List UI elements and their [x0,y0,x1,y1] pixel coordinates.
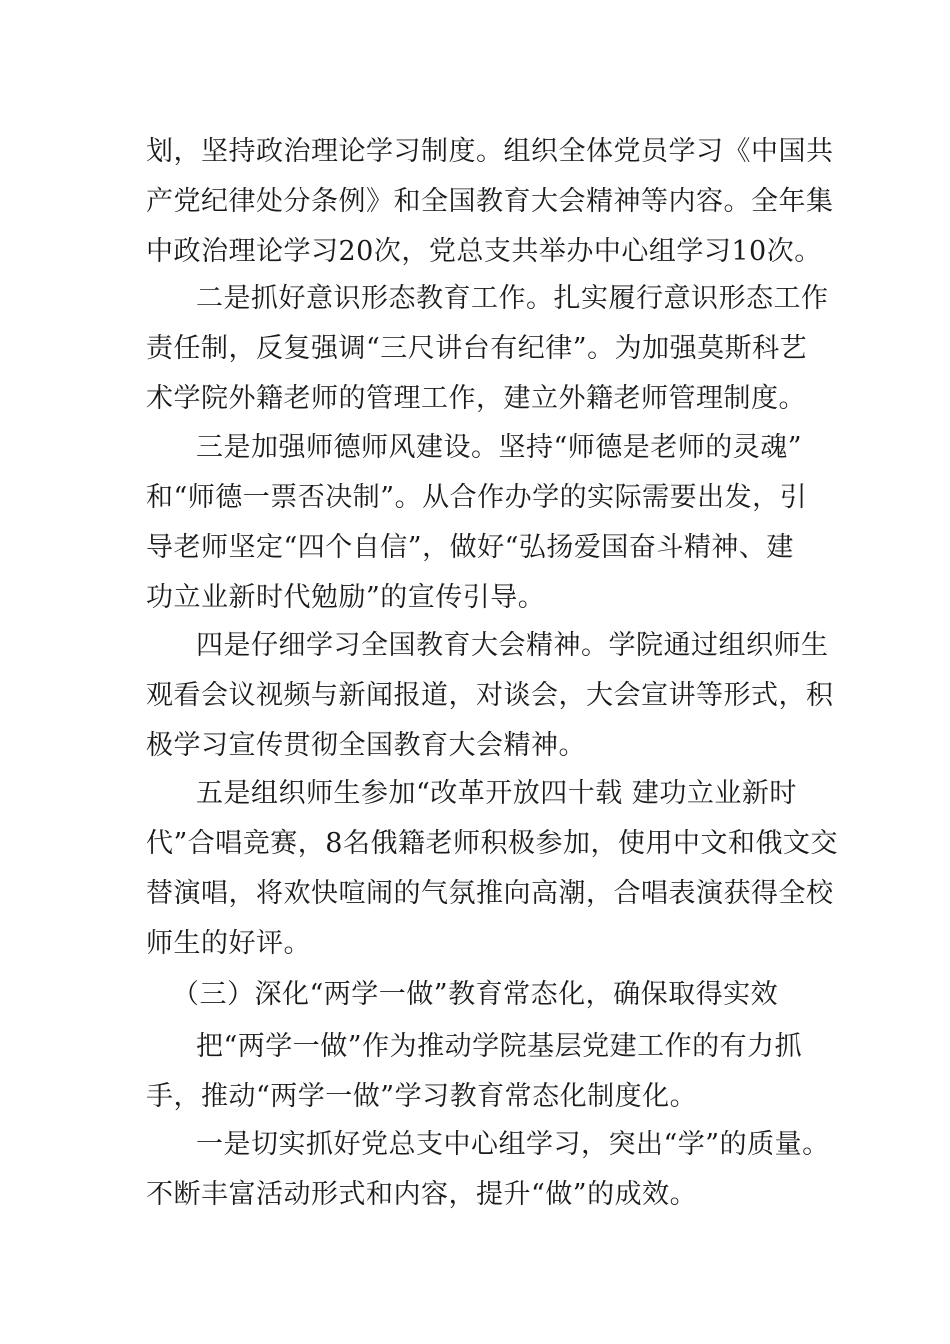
text-line: 不断丰富活动形式和内容，提升“做”的成效。 [146,1179,698,1210]
text-line: 产党纪律处分条例》和全国教育大会精神等内容。全年集 [146,186,834,217]
text-line: 导老师坚定“四个自信”，做好“弘扬爱国奋斗精神、建 [146,532,794,563]
paragraph-continued [146,127,834,277]
text-line: 划，坚持政治理论学习制度。组织全体党员学习《中国共 [146,136,834,167]
paragraph-ideology-education [146,274,829,424]
text-line: 手，推动“两学一做”学习教育常态化制度化。 [146,1081,698,1112]
paragraph-two-studies [146,1022,826,1122]
text-line: 二是抓好意识形态教育工作。扎实履行意识形态工作 [196,283,829,314]
text-line: 三是加强师德师风建设。坚持“师德是老师的灵魂” [196,432,803,463]
text-line: 功立业新时代勉励”的宣传引导。 [146,582,546,613]
paragraph-teacher-ethics [146,423,826,623]
text-line: 观看会议视频与新闻报道，对谈会，大会宣讲等形式，积 [146,680,834,711]
section-heading [146,970,826,1020]
text-line: 和“师德一票否决制”。从合作办学的实际需要出发，引 [146,482,808,513]
text-line: 一是切实抓好党总支中心组学习，突出“学”的质量。 [196,1129,830,1160]
text-line: 替演唱，将欢快喧闹的气氛推向高潮，合唱表演获得全校 [146,878,834,909]
text-line: 极学习宣传贯彻全国教育大会精神。 [146,730,586,761]
text-line: 代”合唱竞赛，8名俄籍老师积极参加，使用中文和俄文交 [146,828,838,859]
text-line: 中政治理论学习20次，党总支共举办中心组学习10次。 [146,236,822,267]
text-line: 责任制，反复强调“三尺讲台有纪律”。为加强莫斯科艺 [146,333,808,364]
paragraph-chorus-contest [146,769,838,969]
text-line: 师生的好评。 [146,928,311,959]
text-line: 术学院外籍老师的管理工作，建立外籍老师管理制度。 [146,383,806,414]
text-line: 五是组织师生参加“改革开放四十载 建功立业新时 [196,778,797,809]
text-line: 四是仔细学习全国教育大会精神。学院通过组织师生 [196,630,829,661]
paragraph-education-conference [146,621,834,771]
section-heading-text: （三）深化“两学一做”教育常态化，确保取得实效 [172,979,779,1010]
text-line: 把“两学一做”作为推动学院基层党建工作的有力抓 [196,1031,803,1062]
paragraph-central-group-study [146,1120,830,1220]
